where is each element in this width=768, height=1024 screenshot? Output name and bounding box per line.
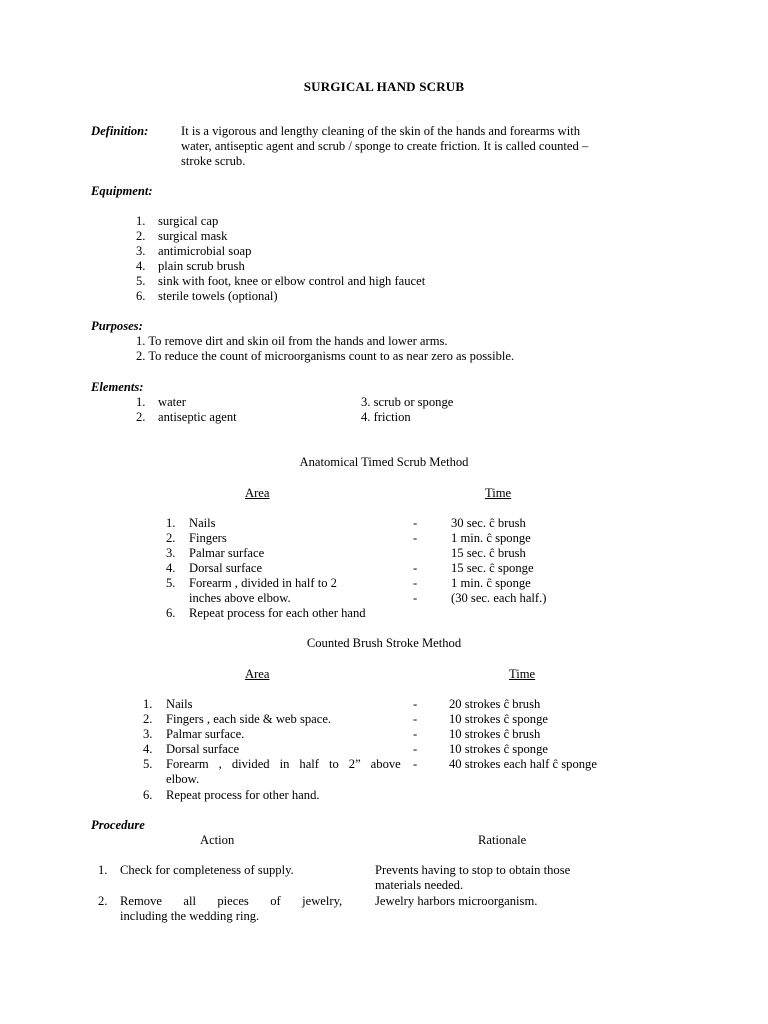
time-cell: 1 min. ĉ sponge [451, 531, 531, 545]
row-number: 2. [166, 531, 176, 545]
dash-cell: - [413, 727, 418, 741]
column-header-time: Time [485, 486, 512, 500]
dash-cell: - [413, 697, 418, 711]
time-cell: (30 sec. each half.) [451, 591, 547, 605]
step-rationale: Jewelry harbors microorganism. [375, 894, 538, 908]
step-rationale: materials needed. [375, 878, 464, 892]
list-item: sink with foot, knee or elbow control and high faucet [158, 274, 426, 288]
row-number: 3. [166, 546, 176, 560]
step-action: Remove all pieces of jewelry, [120, 894, 343, 908]
dash-cell: - [413, 531, 418, 545]
column-header-time: Time [509, 667, 536, 681]
elements-heading: Elements: [91, 380, 144, 394]
list-item-number: 2. [136, 410, 146, 424]
purpose-item: 1. To remove dirt and skin oil from the hands and lower arms. [136, 334, 448, 348]
element-item: antiseptic agent [158, 410, 237, 424]
purposes-heading: Purposes: [91, 319, 143, 333]
dash-cell: - [413, 516, 418, 530]
purpose-item: 2. To reduce the count of microorganisms count to as near zero as possible. [136, 349, 515, 363]
row-number: 6. [166, 606, 176, 620]
row-number: 3. [143, 727, 153, 741]
element-item: 3. scrub or sponge [361, 395, 454, 409]
list-item-number: 3. [136, 244, 146, 258]
time-cell: 1 min. ĉ sponge [451, 576, 531, 590]
row-number: 6. [143, 788, 153, 802]
area-cell: Fingers , each side & web space. [166, 712, 332, 726]
dash-cell: - [413, 591, 418, 605]
time-cell: 15 sec. ĉ sponge [451, 561, 534, 575]
time-cell: 20 strokes ĉ brush [449, 697, 541, 711]
column-header-rationale: Rationale [478, 833, 527, 847]
row-number: 4. [143, 742, 153, 756]
list-item: sterile towels (optional) [158, 289, 278, 303]
area-cell: Dorsal surface [189, 561, 263, 575]
column-header-area: Area [245, 486, 270, 500]
area-cell: Forearm , divided in half to 2 [189, 576, 337, 590]
row-number: 5. [166, 576, 176, 590]
row-number: 1. [143, 697, 153, 711]
time-cell: 10 strokes ĉ sponge [449, 712, 548, 726]
step-rationale: Prevents having to stop to obtain those [375, 863, 571, 877]
area-cell: Nails [166, 697, 193, 711]
time-cell: 10 strokes ĉ brush [449, 727, 541, 741]
dash-cell: - [413, 742, 418, 756]
list-item-number: 1. [136, 214, 146, 228]
area-cell: Dorsal surface [166, 742, 240, 756]
time-cell: 10 strokes ĉ sponge [449, 742, 548, 756]
dash-cell: - [413, 576, 418, 590]
area-cell: Palmar surface [189, 546, 265, 560]
element-item: 4. friction [361, 410, 411, 424]
step-number: 1. [98, 863, 108, 877]
list-item: surgical cap [158, 214, 219, 228]
time-cell: 40 strokes each half ĉ sponge [449, 757, 597, 771]
equipment-heading: Equipment: [91, 184, 153, 198]
column-header-action: Action [200, 833, 235, 847]
row-number: 2. [143, 712, 153, 726]
list-item-number: 2. [136, 229, 146, 243]
list-item: plain scrub brush [158, 259, 245, 273]
timed-method-title: Anatomical Timed Scrub Method [299, 455, 469, 469]
dash-cell: - [413, 561, 418, 575]
dash-cell: - [413, 712, 418, 726]
dash-cell: - [413, 757, 418, 771]
area-cell: Repeat process for other hand. [166, 788, 320, 802]
time-cell: 30 sec. ĉ brush [451, 516, 526, 530]
time-cell: 15 sec. ĉ brush [451, 546, 526, 560]
definition-line: water, antiseptic agent and scrub / sponge to create friction. It is called counted – [181, 139, 589, 153]
definition-line: stroke scrub. [181, 154, 246, 168]
step-action: including the wedding ring. [120, 909, 260, 923]
procedure-heading: Procedure [91, 818, 145, 832]
list-item-number: 5. [136, 274, 146, 288]
row-number: 1. [166, 516, 176, 530]
counted-method-title: Counted Brush Stroke Method [306, 636, 462, 650]
step-action: Check for completeness of supply. [120, 863, 294, 877]
area-cell: Palmar surface. [166, 727, 245, 741]
element-item: water [158, 395, 186, 409]
area-cell: Repeat process for each other hand [189, 606, 366, 620]
area-cell: Forearm , divided in half to 2” above [166, 757, 401, 771]
list-item-number: 1. [136, 395, 146, 409]
page-title: SURGICAL HAND SCRUB [303, 79, 465, 94]
area-cell: elbow. [166, 772, 200, 786]
step-number: 2. [98, 894, 108, 908]
list-item-number: 6. [136, 289, 146, 303]
column-header-area: Area [245, 667, 270, 681]
area-cell: Nails [189, 516, 216, 530]
definition-heading: Definition: [91, 124, 149, 138]
definition-line: It is a vigorous and lengthy cleaning of the skin of the hands and forearms with [181, 124, 581, 138]
list-item: antimicrobial soap [158, 244, 252, 258]
area-cell: Fingers [189, 531, 227, 545]
row-number: 4. [166, 561, 176, 575]
row-number: 5. [143, 757, 153, 771]
list-item-number: 4. [136, 259, 146, 273]
area-cell: inches above elbow. [189, 591, 291, 605]
list-item: surgical mask [158, 229, 228, 243]
